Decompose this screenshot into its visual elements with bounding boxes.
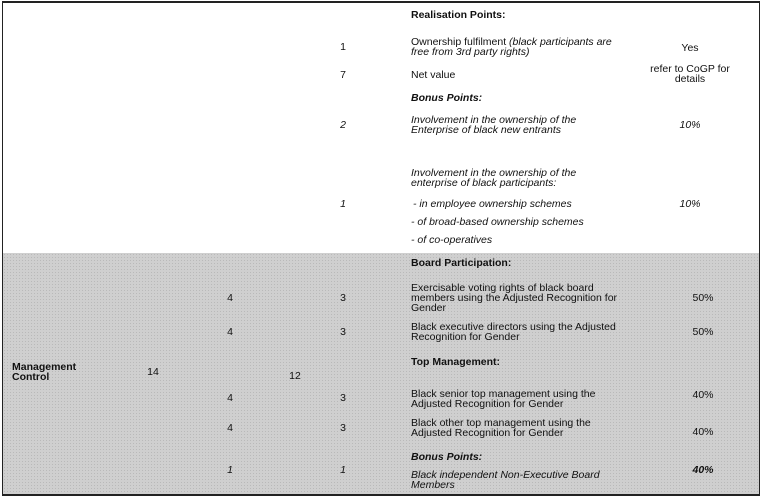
fulfilment-target: Yes <box>681 42 699 54</box>
net-value-label: Net value <box>411 69 456 81</box>
row-points: 3 <box>340 392 346 404</box>
fulfilment-points: 1 <box>340 41 346 53</box>
participants-item-cooperatives: - of co-operatives <box>411 234 493 246</box>
row-target: 40% <box>692 389 714 401</box>
row-desc-line1: Black senior top management using the <box>411 388 596 400</box>
net-value-target-line2: details <box>674 73 706 85</box>
row-points: 3 <box>340 292 346 304</box>
row-points: 3 <box>340 422 346 434</box>
management-bonus-heading: Bonus Points: <box>411 451 483 463</box>
new-entrants-line1: Involvement in the ownership of the <box>411 114 577 126</box>
row-target: 50% <box>692 292 714 304</box>
participants-target: 10% <box>679 198 701 210</box>
table-bottom-border <box>2 494 760 496</box>
row-target: 40% <box>692 426 714 438</box>
participants-item-employee: - in employee ownership schemes <box>413 198 572 210</box>
management-control-label-line2: Control <box>12 371 50 383</box>
row-desc-line2: members using the Adjusted Recognition for <box>411 292 618 304</box>
row-desc-line1: Black executive directors using the Adjusted <box>411 321 616 333</box>
table-left-border <box>2 1 3 496</box>
table-top-border <box>3 1 760 3</box>
row-desc-line3: Gender <box>411 302 447 314</box>
participants-line1: Involvement in the ownership of the <box>411 167 577 179</box>
new-entrants-line2: Enterprise of black new entrants <box>411 124 561 136</box>
row-points: 1 <box>340 464 346 476</box>
management-control-section-shading <box>3 253 760 495</box>
row-desc-line2: Adjusted Recognition for Gender <box>411 427 564 439</box>
row-weight: 4 <box>227 392 233 404</box>
net-value-target-line1: refer to CoGP for <box>650 63 730 75</box>
row-desc-line1: Black independent Non-Executive Board <box>411 469 600 481</box>
row-desc-line1: Exercisable voting rights of black board <box>411 282 594 294</box>
participants-item-broad-based: - of broad-based ownership schemes <box>411 216 584 228</box>
board-participation-heading: Board Participation: <box>411 257 512 269</box>
participants-points: 1 <box>340 198 346 210</box>
row-target: 40% <box>692 464 714 476</box>
realisation-points-heading: Realisation Points: <box>411 9 506 21</box>
management-compliance-total: 12 <box>289 370 301 382</box>
new-entrants-target: 10% <box>679 119 701 131</box>
row-weight: 4 <box>227 422 233 434</box>
row-desc-line2: Adjusted Recognition for Gender <box>411 398 564 410</box>
row-weight: 4 <box>227 326 233 338</box>
fulfilment-note: free from 3rd party rights) <box>411 46 530 58</box>
row-target: 50% <box>692 326 714 338</box>
management-control-label-line1: Management <box>12 361 77 373</box>
row-desc-line2: Members <box>411 479 455 491</box>
fulfilment-label: Ownership fulfilment (black participants are <box>411 36 612 48</box>
ownership-bonus-heading: Bonus Points: <box>411 92 483 104</box>
management-weighting-total: 14 <box>147 366 159 378</box>
row-desc-line2: Recognition for Gender <box>411 331 520 343</box>
row-points: 3 <box>340 326 346 338</box>
net-value-points: 7 <box>340 69 346 81</box>
row-weight: 4 <box>227 292 233 304</box>
table-right-border <box>759 1 760 496</box>
row-weight: 1 <box>227 464 233 476</box>
top-management-heading: Top Management: <box>411 356 501 368</box>
new-entrants-points: 2 <box>340 119 346 131</box>
row-desc-line1: Black other top management using the <box>411 417 591 429</box>
participants-line2: enterprise of black participants: <box>411 177 557 189</box>
